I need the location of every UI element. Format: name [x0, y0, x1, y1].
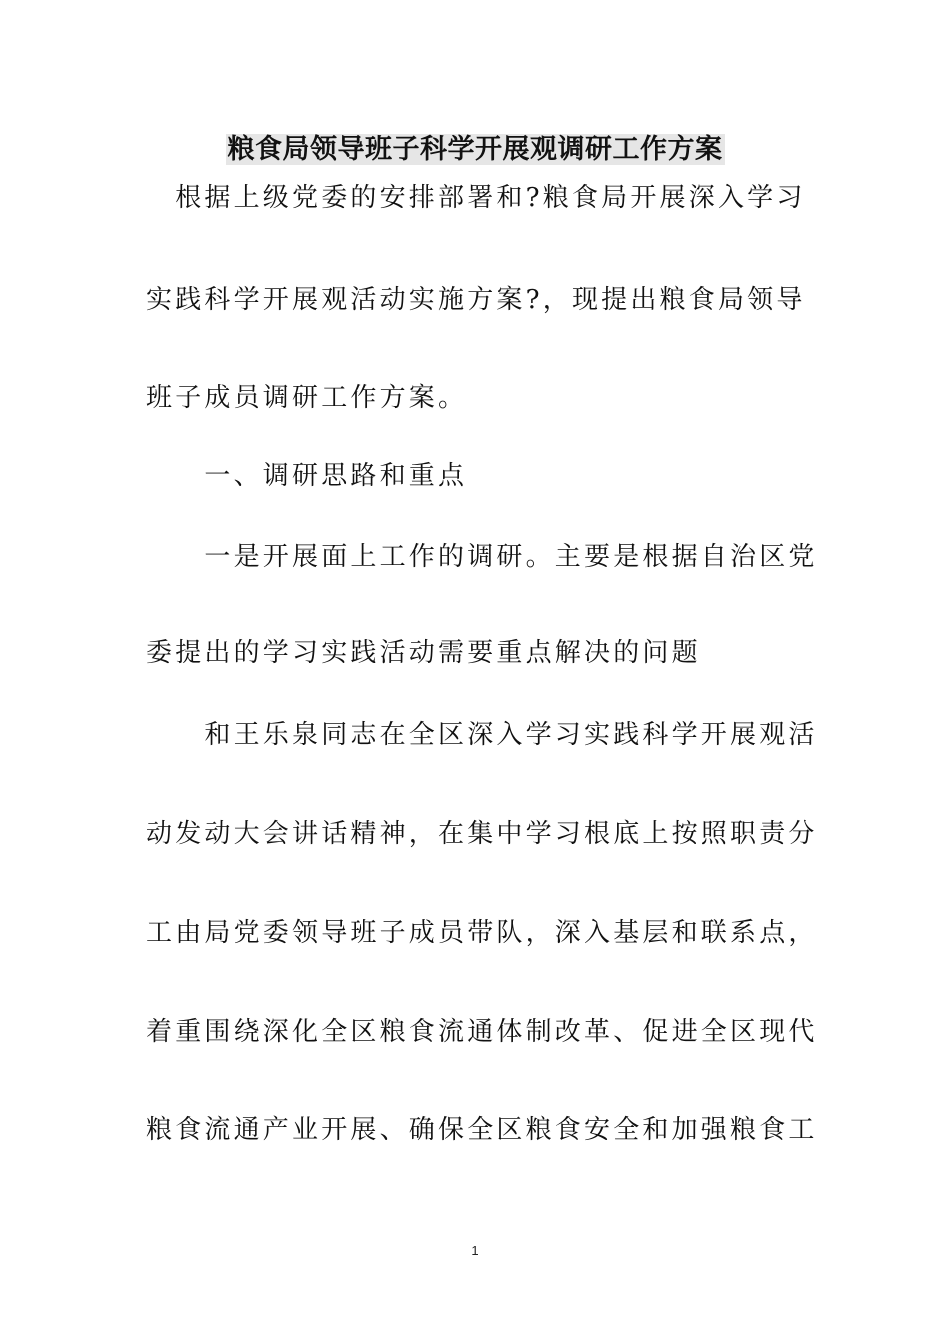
body-line-9: 工由局党委领导班子成员带队，深入基层和联系点，	[146, 918, 818, 948]
body-line-8: 动发动大会讲话精神，在集中学习根底上按照职责分	[146, 819, 818, 849]
body-line-11: 粮食流通产业开展、确保全区粮食安全和加强粮食工	[146, 1115, 818, 1145]
body-line-6: 委提出的学习实践活动需要重点解决的问题	[146, 638, 701, 668]
body-line-7: 和王乐泉同志在全区深入学习实践科学开展观活	[146, 720, 818, 750]
body-line-2: 实践科学开展观活动实施方案?，现提出粮食局领导	[146, 285, 806, 315]
body-line-1: 根据上级党委的安排部署和?粮食局开展深入学习	[146, 183, 806, 213]
section-heading: 一、调研思路和重点	[146, 461, 468, 491]
document-title-text: 粮食局领导班子科学开展观调研工作方案	[227, 134, 723, 165]
body-line-5: 一是开展面上工作的调研。主要是根据自治区党	[146, 542, 818, 572]
document-title	[0, 130, 950, 170]
page-number: 1	[471, 1243, 479, 1258]
body-line-10: 着重围绕深化全区粮食流通体制改革、促进全区现代	[146, 1017, 818, 1047]
body-line-3: 班子成员调研工作方案。	[146, 383, 468, 413]
